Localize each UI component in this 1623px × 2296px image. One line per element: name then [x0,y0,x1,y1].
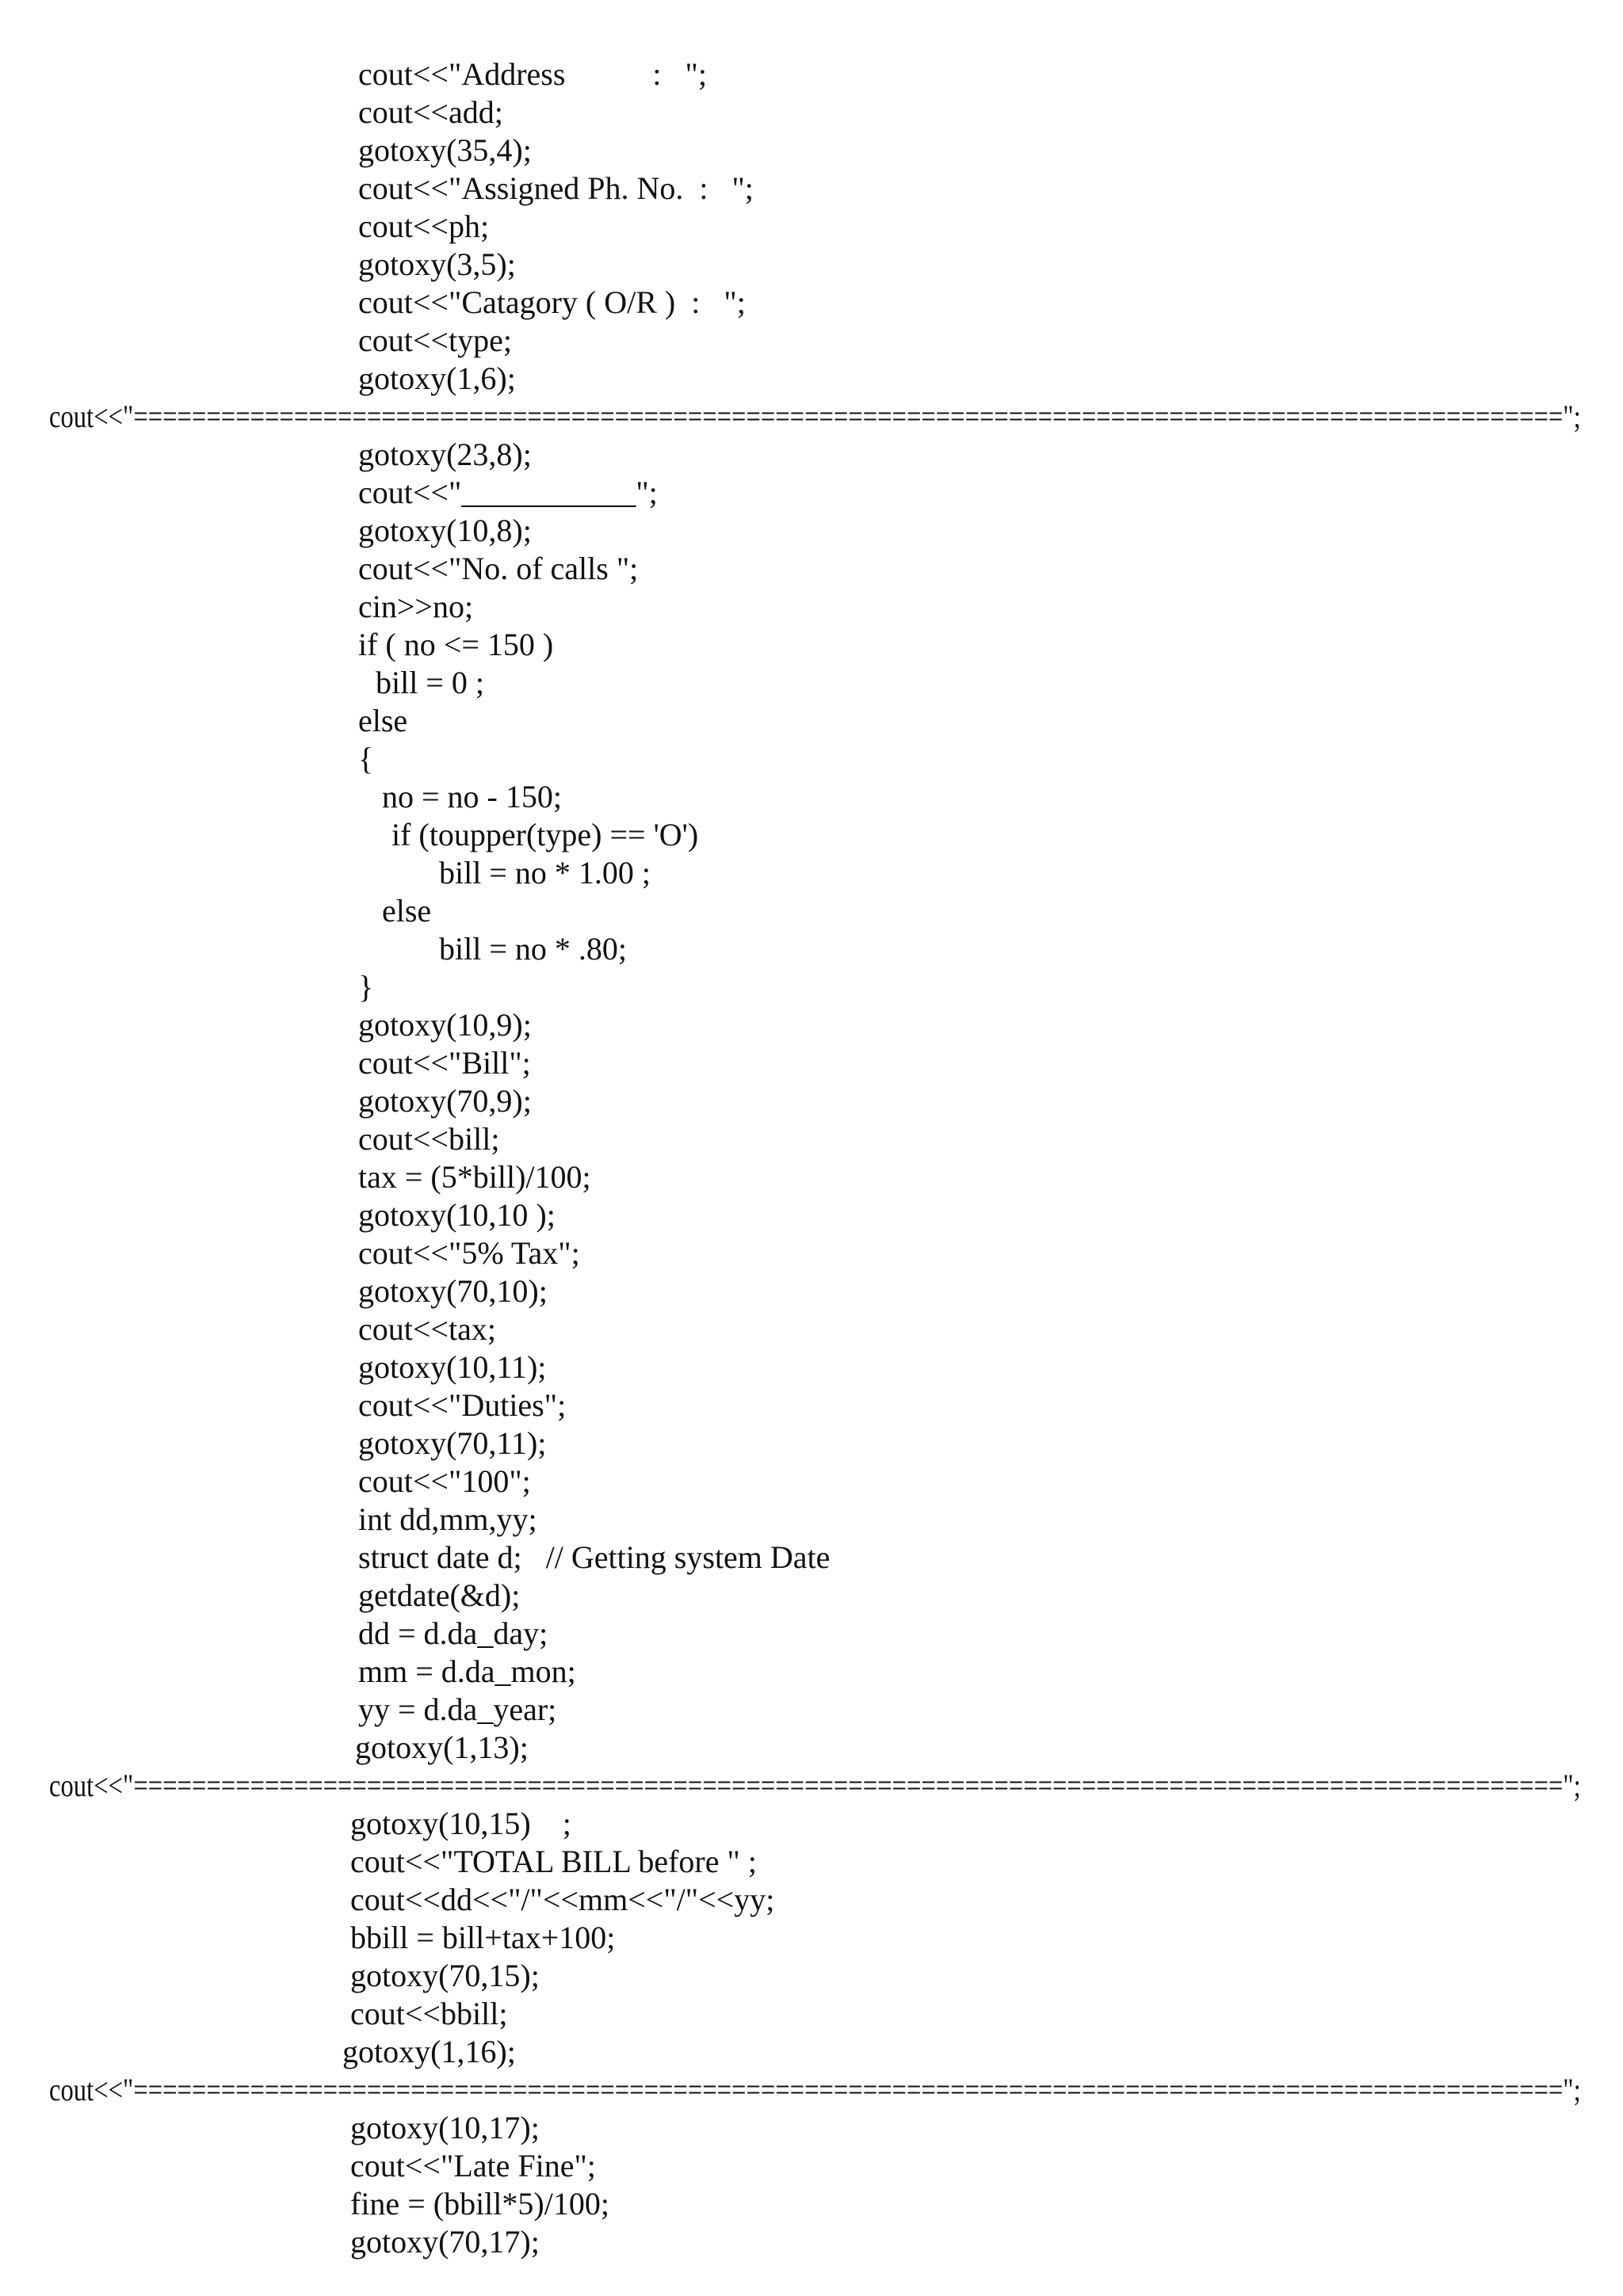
code-line: gotoxy(35,4); [358,132,532,168]
code-line: cout<<"100"; [358,1463,531,1499]
code-line: gotoxy(10,11); [358,1349,547,1385]
code-line: if (toupper(type) == 'O') [391,817,699,852]
code-line: gotoxy(10,17); [350,2110,540,2145]
code-line: gotoxy(1,6); [358,360,516,396]
code-line: cout<<"=================================================================================================="; [49,1768,1581,1803]
code-line: no = no - 150; [382,779,562,814]
code-line: gotoxy(70,11); [358,1425,547,1461]
code-line: cout<<"Late Fine"; [350,2148,596,2183]
code-line: gotoxy(10,9); [358,1007,532,1043]
code-line: dd = d.da_day; [358,1615,548,1651]
code-line: } [358,969,374,1005]
code-line: bill = 0 ; [376,665,485,700]
code-line: tax = (5*bill)/100; [358,1159,591,1195]
code-line: cout<<bill; [358,1121,500,1157]
code-line: struct date d; // Getting system Date [358,1539,831,1575]
code-line: bbill = bill+tax+100; [350,1920,616,1955]
code-line: cout<<type; [358,322,512,358]
code-line: cout<<add; [358,94,503,130]
code-line: cout<<"TOTAL BILL before " ; [350,1844,757,1879]
code-line: cout<<tax; [358,1311,496,1347]
code-line: if ( no <= 150 ) [358,627,554,662]
code-line: else [382,893,432,929]
code-line: gotoxy(10,10 ); [358,1197,556,1233]
code-line: gotoxy(23,8); [358,437,532,472]
code-line: gotoxy(10,8); [358,513,532,548]
code-line: cin>>no; [358,589,474,624]
code-line: fine = (bbill*5)/100; [350,2186,609,2222]
code-line: gotoxy(1,13); [355,1730,529,1765]
code-line: bill = no * .80; [439,931,628,967]
code-line: yy = d.da_year; [358,1691,557,1727]
code-line: cout<<"=================================================================================================="; [49,2072,1581,2107]
code-line: cout<<"Assigned Ph. No. : "; [358,170,754,206]
code-line: cout<<ph; [358,208,490,244]
code-line: cout<<dd<<"/"<<mm<<"/"<<yy; [350,1882,775,1917]
code-line: gotoxy(10,15) ; [350,1806,571,1841]
code-line: cout<<"5% Tax"; [358,1235,580,1271]
code-line: { [358,741,374,776]
code-line: int dd,mm,yy; [358,1501,537,1537]
code-line: gotoxy(70,9); [358,1083,532,1119]
code-line: cout<<"___________"; [358,475,658,510]
code-line: gotoxy(70,15); [350,1958,540,1993]
code-line: gotoxy(1,16); [342,2034,516,2069]
code-line: mm = d.da_mon; [358,1653,576,1689]
code-line: gotoxy(3,5); [358,246,516,282]
code-line: gotoxy(70,17); [350,2224,540,2260]
code-line: cout<<bbill; [350,1996,508,2031]
code-line: getdate(&d); [358,1577,521,1613]
code-line: cout<<"=================================================================================================="; [49,399,1581,434]
code-line: cout<<"Bill"; [358,1045,531,1081]
code-line: cout<<"Address : "; [358,56,707,92]
code-line: bill = no * 1.00 ; [439,855,651,891]
code-line: else [358,703,408,738]
code-line: cout<<"No. of calls "; [358,551,639,586]
code-line: cout<<"Duties"; [358,1387,567,1423]
code-line: gotoxy(70,10); [358,1273,548,1309]
code-line: cout<<"Catagory ( O/R ) : "; [358,284,746,320]
